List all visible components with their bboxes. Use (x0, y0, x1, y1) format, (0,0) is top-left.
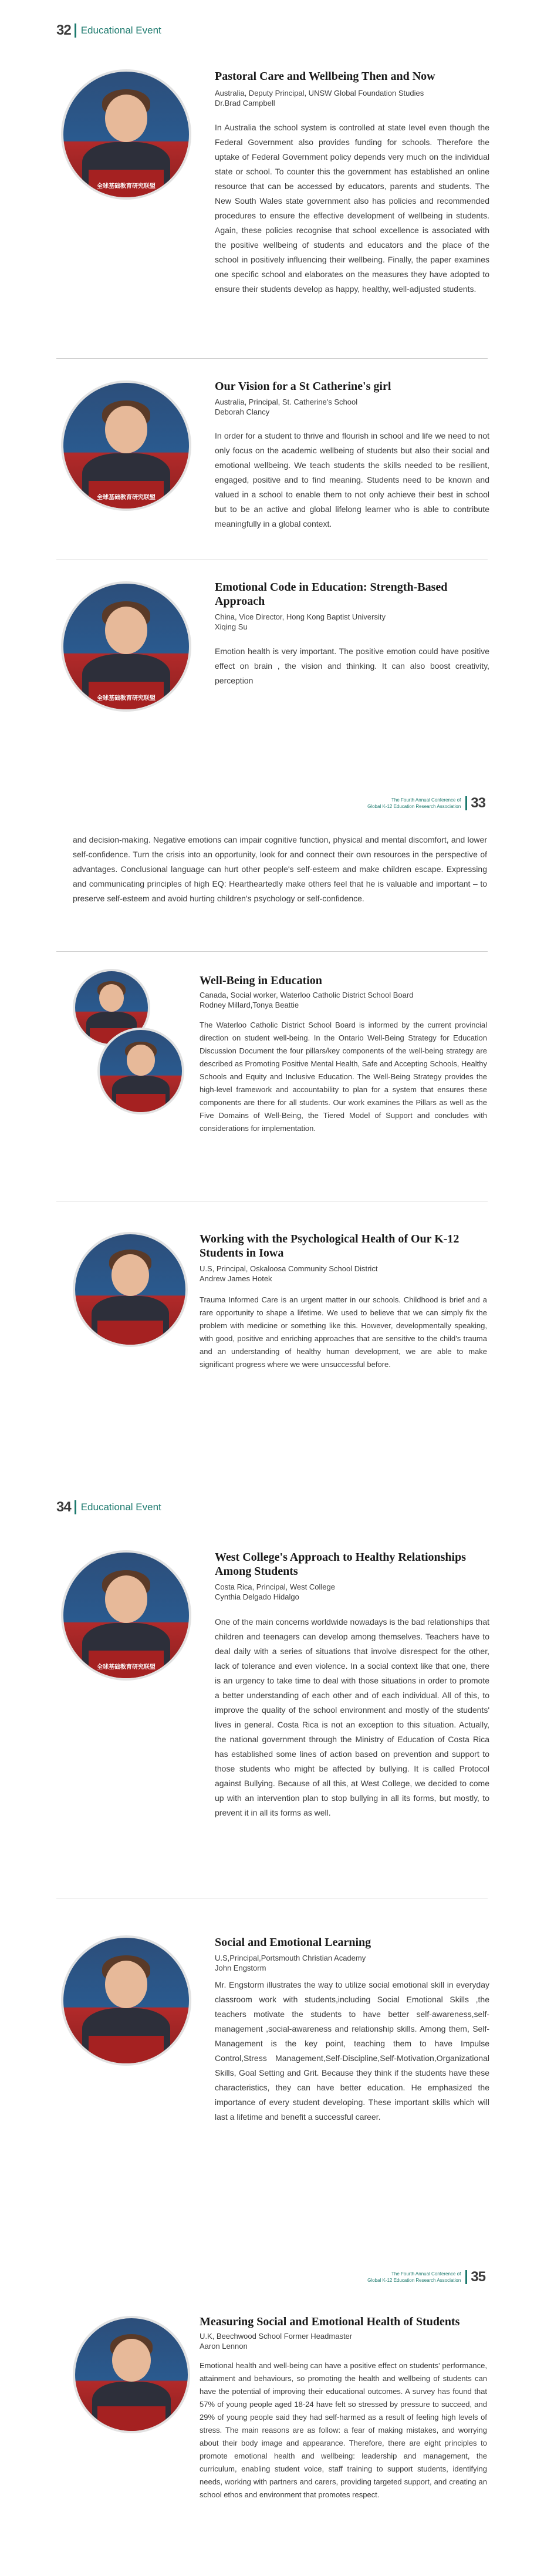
portrait-head (127, 1045, 155, 1076)
speaker-name: Andrew James Hotek (200, 1274, 272, 1283)
conference-name (367, 2271, 461, 2284)
speaker-portrait (61, 1935, 191, 2066)
talk-title: Working with the Psychological Health of Our K-12 Students in Iowa (200, 1233, 459, 1260)
speaker-affiliation: Costa Rica, Principal, West College (215, 1582, 335, 1591)
talk-title: Our Vision for a St Catherine's girl (215, 380, 391, 393)
page-footer-33 (367, 795, 485, 811)
speaker-name: John Engstorm (215, 1964, 266, 1972)
portrait-banner: 全球基础教育研究联盟 (97, 494, 156, 501)
talk-title: Measuring Social and Emotional Health of Students (200, 2315, 460, 2328)
conference-line: Global K-12 Education Research Association (367, 804, 461, 809)
talk-title: Social and Emotional Learning (215, 1936, 371, 1949)
speaker-portrait (73, 1232, 188, 1347)
portrait-head (105, 406, 148, 453)
section-divider (56, 951, 488, 952)
page-number: 33 (471, 795, 485, 811)
speaker-name: Deborah Clancy (215, 408, 270, 416)
talk-title: Well-Being in Education (200, 974, 322, 987)
speaker-affiliation: U.S,Principal,Portsmouth Christian Academy (215, 1954, 366, 1962)
talk-abstract: Mr. Engstorm illustrates the way to utilize social emotional skill in everyday classroom work with students,including Social Emotional Skills ,the teachers motivate the students to have better self-awareness,self-management ,social-awareness and relationship skills. Among them, Self-Management is the key point, teaching them to have Impulse Control,Stress Management,Self-Discipline,Self-Motivation,Organizational Skills, Goal Setting and Grit. Because they think if the students have these characteristics, they can have better education. He emphasized the importance of every student developing. These important skills which will last a lifetime and benefit a successful career. (215, 1980, 489, 2122)
speaker-portrait (73, 2316, 190, 2433)
conference-line: The Fourth Annual Conference of (391, 2271, 461, 2277)
speaker-portrait (61, 69, 191, 200)
page-footer-35 (367, 2269, 485, 2285)
talk-abstract: In order for a student to thrive and flourish in school and life we need to not only focus on the academic wellbeing of students but also their social and emotional wellbeing. We teach students the skills needed to be resilient, engaged, positive and to find meaning. Students need to be known and valued in a school to enable them to not only achieve their best in school but to be an active and global lifelong learner who is able to contribute meaningfully in a global context. (215, 431, 489, 528)
section-divider (56, 358, 488, 359)
speaker-name: Rodney Millard,Tonya Beattie (200, 1001, 299, 1009)
footer-divider (465, 2270, 467, 2284)
talk-title: Pastoral Care and Wellbeing Then and Now (215, 70, 435, 83)
speaker-name: Aaron Lennon (200, 2342, 248, 2351)
speaker-affiliation: China, Vice Director, Hong Kong Baptist University (215, 612, 386, 621)
speaker-affiliation: U.K, Beechwood School Former Headmaster (200, 2332, 353, 2341)
portrait-head (112, 2339, 150, 2382)
speaker-name: Xiqing Su (215, 622, 248, 631)
talk-abstract: Emotion health is very important. The positive emotion could have positive effect on brain , the vision and thinking. It can also boost creativity, perception (215, 646, 489, 685)
header-divider (75, 1500, 76, 1514)
talk-title: West College's Approach to Healthy Relationships Among Students (215, 1551, 466, 1578)
conference-name (367, 797, 461, 810)
speaker-portrait (61, 1550, 191, 1681)
speaker-name: Dr.Brad Campbell (215, 99, 275, 107)
portrait-banner: 全球基础教育研究联盟 (97, 695, 156, 702)
portrait-head (111, 1254, 149, 1296)
conference-line: Global K-12 Education Research Association (367, 2278, 461, 2283)
portrait-head (105, 1575, 148, 1623)
page-header-32 (56, 22, 161, 39)
speaker-affiliation: Canada, Social worker, Waterloo Catholic District School Board (200, 991, 414, 999)
portrait-head (99, 984, 124, 1012)
page-header-34 (56, 1499, 161, 1516)
speaker-portrait (61, 581, 191, 712)
page-number: 32 (56, 22, 71, 38)
talk-abstract: Emotional health and well-being can have a positive effect on students' performance, attainment and behaviours, so promoting the health and wellbeing of students can have the potential of improving their educational outcomes. A survey has found that 57% of young people aged 18-24 have felt so stressed by pressure to succeed, and 29% of young people said they had self-harmed as a result of feeling high levels of stress. The main reasons are as follow: a fear of making mistakes, and worrying about their body image and appearance. Therefore, there are eight principles to promote emotional health and wellbeing: leadership and management, the curriculum, enabling student voice, staff training to support students, identifying needs, working with partners and carers, providing targeted support, and creating an school ethos and environment that promotes respect. (200, 2361, 487, 2499)
portrait-banner: 全球基础教育研究联盟 (97, 183, 156, 190)
portrait-podium (97, 1321, 164, 1345)
section-label: Educational Event (80, 1501, 161, 1513)
talk-abstract: In Australia the school system is controlled at state level even though the Federal Government also provides funding for schools. Therefore the uptake of Federal Government policy depends very much on the individual state or school. To counter this the government has established an online resource that can be accessed by educators, parents and students. The New South Wales state government also has policies and recommended procedures to ensure the effective development of wellbeing in students. Again, these policies recognise that school excellence is associated with the positive wellbeing of students and educators and the place of the school in positively influencing their wellbeing. Finally, the paper examines one specific school and elaborates on the measures they have adopted to ensure their students develop as happy, healthy, well-adjusted students. (215, 123, 489, 294)
header-divider (75, 23, 76, 38)
speaker-name: Cynthia Delgado Hidalgo (215, 1592, 299, 1601)
speaker-affiliation: U.S, Principal, Oskaloosa Community School District (200, 1264, 378, 1273)
speaker-portrait (97, 1028, 184, 1114)
speaker-affiliation: Australia, Principal, St. Catherine's School (215, 398, 358, 406)
speaker-affiliation: Australia, Deputy Principal, UNSW Global Foundation Studies (215, 89, 424, 97)
conference-line: The Fourth Annual Conference of (391, 797, 461, 803)
talk-abstract-continued: and decision-making. Negative emotions can impair cognitive function, physical and mental discomfort, and lower self-confidence. Turn the crisis into an opportunity, look for and connect their own resources in the perspective of advantages. Conclusional language can hurt other people's self-esteem and make children escape. Expressing and communicating principles of high EQ: Heartheartedly make others feel that he is valuable and important – to preserve self-esteem and avoid hurting children's psychology or self-confidence. (73, 835, 487, 903)
talk-title: Emotional Code in Education: Strength-Based Approach (215, 581, 448, 608)
speaker-portrait (61, 380, 191, 511)
portrait-podium (116, 1094, 165, 1112)
portrait-head (105, 1961, 148, 2008)
portrait-head (105, 95, 148, 142)
footer-divider (465, 796, 467, 810)
talk-abstract: One of the main concerns worldwide nowadays is the bad relationships that children and teenagers can develop among themselves. Teachers have to deal daily with a series of situations that involve disrespect for the other, lack of tolerance and even violence. In a social context like that one, there is an urgency to take time to deal with those situations in order to promote a better understanding of each other and of each individual. All of this, to improve the quality of the school environment and mostly of the students' lives in general. Costa Rica is not an exception to this situation. Actually, the national government through the Ministry of Education of Costa Rica has established some lines of action based on prevention and support to those students who might be affected by bullying. It is called Protocol against Bullying. Because of all this, at West College, we decided to come up with an intervention plan to stop bullying in all its forms, but mostly, to prevent it in all its forms as well. (215, 1617, 489, 1817)
portrait-podium (97, 2406, 165, 2431)
talk-abstract: The Waterloo Catholic District School Board is informed by the current provincial direction on student well-being. In the Ontario Well-Being Strategy for Education Discussion Document the four pillars/key components of the well-being strategy are described as Promoting Positive Mental Health, Safe and Accepting Schools, Healthy Schools and Equity and Inclusive Education. The Well-Being Strategy provides the high-level framework and accountability to plan for a system that ensures these components are there for all students. Our work examines the Pillars as well as the Five Domains of Well-Being, the Tiered Model of Support and concludes with considerations for implementation. (200, 1021, 487, 1133)
talk-abstract: Trauma Informed Care is an urgent matter in our schools. Childhood is brief and a rare opportunity to shape a lifetime. We used to believe that we can simply fix the problem with medicine or something like this. However, developmentally speaking, with good, positive and enriching approaches that are sensitive to the child's trauma and an understanding of healthy human development, we are able to make significant progress where we were unsuccessful before. (200, 1295, 487, 1369)
portrait-banner: 全球基础教育研究联盟 (97, 1664, 156, 1671)
portrait-head (105, 607, 148, 654)
page-number: 34 (56, 1499, 71, 1515)
page-number: 35 (471, 2269, 485, 2285)
portrait-podium (89, 2036, 164, 2063)
section-label: Educational Event (80, 25, 161, 36)
